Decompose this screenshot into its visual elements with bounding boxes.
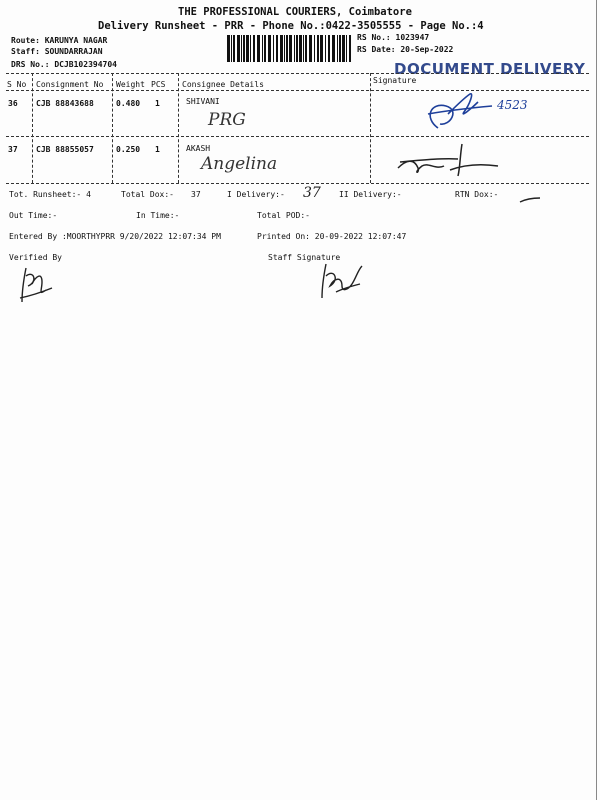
verified-by-label: Verified By <box>9 253 62 262</box>
row2-weight: 0.250 <box>116 145 141 154</box>
entered-by: Entered By :MOORTHYPRR 9/20/2022 12:07:34 PM <box>9 232 221 241</box>
row2-consignee: AKASH <box>186 144 211 153</box>
verifier-signature <box>16 262 56 308</box>
col-header-consignment: Consignment No <box>36 80 104 89</box>
total-pod: Total POD:- <box>257 211 310 220</box>
runsheet-subtitle: Delivery Runsheet - PRR - Phone No.:0422-3505555 - Page No.:4 <box>98 20 484 32</box>
staff-signature <box>316 260 366 304</box>
table-header-rule <box>6 90 589 91</box>
printed-on: Printed On: 20-09-2022 12:07:47 <box>257 232 407 241</box>
staff-signature-label: Staff Signature <box>268 253 341 262</box>
i-delivery-label: I Delivery:- <box>227 190 285 199</box>
row2-pcs: 1 <box>155 145 160 154</box>
rs-date: RS Date: 20-Sep-2022 <box>357 45 454 54</box>
col-header-signature: Signature <box>373 76 417 85</box>
row1-consignee: SHIVANI <box>186 97 220 106</box>
ii-delivery-label: II Delivery:- <box>339 190 402 199</box>
drs-number: DRS No.: DCJB102394704 <box>11 60 117 69</box>
col-header-pcs: PCS <box>151 80 166 89</box>
page-edge <box>596 0 597 800</box>
route-label: Route: KARUNYA NAGAR <box>11 36 108 45</box>
barcode <box>227 35 352 66</box>
staff-label: Staff: SOUNDARRAJAN <box>11 47 103 56</box>
i-delivery-handwritten: 37 <box>303 185 321 201</box>
col-header-sno: S No <box>7 80 27 89</box>
in-time: In Time:- <box>136 211 180 220</box>
company-title: THE PROFESSIONAL COURIERS, Coimbatore <box>178 6 412 18</box>
col-divider <box>112 73 113 183</box>
row1-sno: 36 <box>8 99 18 108</box>
row1-handwritten-name: PRG <box>208 110 246 130</box>
row2-handwritten-name: Angelina <box>201 154 278 174</box>
total-dox-value: 37 <box>191 190 201 199</box>
col-divider <box>178 73 179 183</box>
col-header-consignee: Consignee Details <box>182 80 264 89</box>
document-delivery-stamp: DOCUMENT DELIVERY <box>394 60 586 78</box>
rs-number: RS No.: 1023947 <box>357 33 430 42</box>
row-divider <box>6 136 589 137</box>
row1-receiver-note: 4523 <box>497 98 528 112</box>
total-dox-label: Total Dox:- <box>121 190 174 199</box>
row2-signature <box>392 140 502 189</box>
row1-signature <box>420 88 500 137</box>
row1-pcs: 1 <box>155 99 160 108</box>
row2-consignment: CJB 88855057 <box>36 145 94 154</box>
rtn-dox-label: RTN Dox:- <box>455 190 499 199</box>
col-header-weight: Weight <box>116 80 145 89</box>
col-divider <box>370 73 371 183</box>
row1-weight: 0.480 <box>116 99 141 108</box>
total-runsheet: Tot. Runsheet:- 4 <box>9 190 91 199</box>
row1-consignment: CJB 88843688 <box>36 99 94 108</box>
row2-sno: 37 <box>8 145 18 154</box>
out-time: Out Time:- <box>9 211 58 220</box>
rtn-dox-mark <box>518 191 542 210</box>
col-divider <box>32 73 33 183</box>
table-top-rule <box>6 73 589 74</box>
